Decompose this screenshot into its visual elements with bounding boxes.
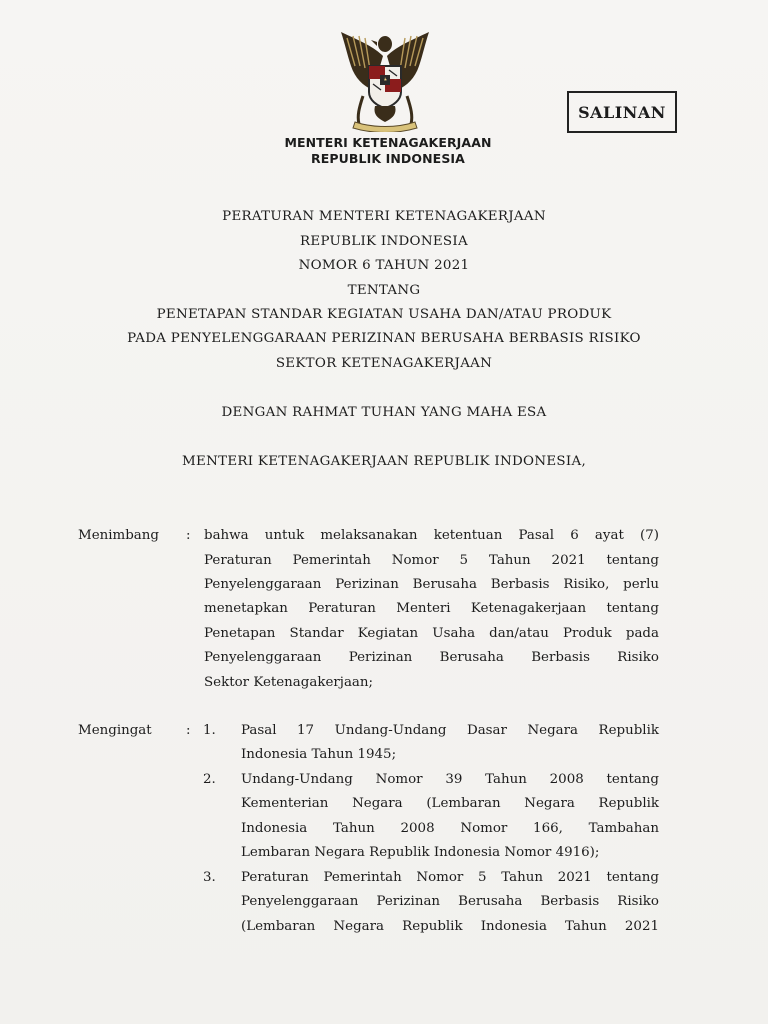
blessing-line: DENGAN RAHMAT TUHAN YANG MAHA ESA (221, 405, 547, 420)
menimbang-line: Sektor Ketenagakerjaan; (204, 675, 374, 690)
mengingat-item-line: Peraturan Pemerintah Nomor 5 Tahun 2021 tentang (241, 870, 659, 885)
mengingat-colon: : (186, 723, 191, 738)
mengingat-item-line: Indonesia Tahun 1945; (241, 747, 397, 762)
menimbang-line: Penetapan Standar Kegiatan Usaha dan/atau Produk pada (204, 626, 659, 641)
regulation-subject-line3: SEKTOR KETENAGAKERJAAN (275, 356, 493, 371)
mengingat-item-number: 1. (203, 723, 216, 738)
menimbang-colon: : (186, 528, 191, 543)
menimbang-line: Peraturan Pemerintah Nomor 5 Tahun 2021 tentang (204, 553, 659, 568)
regulation-title: PERATURAN MENTERI KETENAGAKERJAAN (222, 209, 546, 224)
regulation-subject-line1: PENETAPAN STANDAR KEGIATAN USAHA DAN/ATAU PRODUK (156, 307, 612, 322)
menimbang-line: Penyelenggaraan Perizinan Berusaha Berbasis Risiko (204, 650, 659, 665)
mengingat-item-line: Kementerian Negara (Lembaran Negara Republik (241, 796, 659, 811)
mengingat-item-line: Penyelenggaraan Perizinan Berusaha Berbasis Risiko (241, 894, 659, 909)
mengingat-label: Mengingat (78, 723, 152, 738)
mengingat-item-number: 2. (203, 772, 216, 787)
garuda-pancasila-emblem-icon (333, 26, 437, 132)
salinan-label: SALINAN (578, 102, 666, 122)
regulation-number: NOMOR 6 TAHUN 2021 (298, 258, 470, 273)
menimbang-line: menetapkan Peraturan Menteri Ketenagakerjaan tentang (204, 601, 659, 616)
mengingat-item-line: Lembaran Negara Republik Indonesia Nomor 4916); (241, 845, 600, 860)
menimbang-line: Penyelenggaraan Perizinan Berusaha Berbasis Risiko, perlu (204, 577, 659, 592)
mengingat-item-line: (Lembaran Negara Republik Indonesia Tahun 2021 (241, 919, 659, 934)
regulation-country: REPUBLIK INDONESIA (300, 234, 468, 249)
ministry-name: MENTERI KETENAGAKERJAAN (284, 135, 492, 150)
regulation-subject-line2: PADA PENYELENGGARAAN PERIZINAN BERUSAHA BERBASIS RISIKO (127, 331, 641, 346)
salinan-stamp (567, 91, 677, 133)
mengingat-item-line: Undang-Undang Nomor 39 Tahun 2008 tentang (241, 772, 659, 787)
minister-line: MENTERI KETENAGAKERJAAN REPUBLIK INDONESIA, (181, 454, 587, 469)
mengingat-item-line: Pasal 17 Undang-Undang Dasar Negara Republik (241, 723, 659, 738)
mengingat-item-number: 3. (203, 870, 216, 885)
menimbang-label: Menimbang (78, 528, 159, 543)
menimbang-line: bahwa untuk melaksanakan ketentuan Pasal 6 ayat (7) (204, 528, 659, 543)
ministry-country: REPUBLIK INDONESIA (311, 151, 465, 166)
mengingat-item-line: Indonesia Tahun 2008 Nomor 166, Tambahan (241, 821, 659, 836)
regulation-about: TENTANG (347, 283, 421, 298)
